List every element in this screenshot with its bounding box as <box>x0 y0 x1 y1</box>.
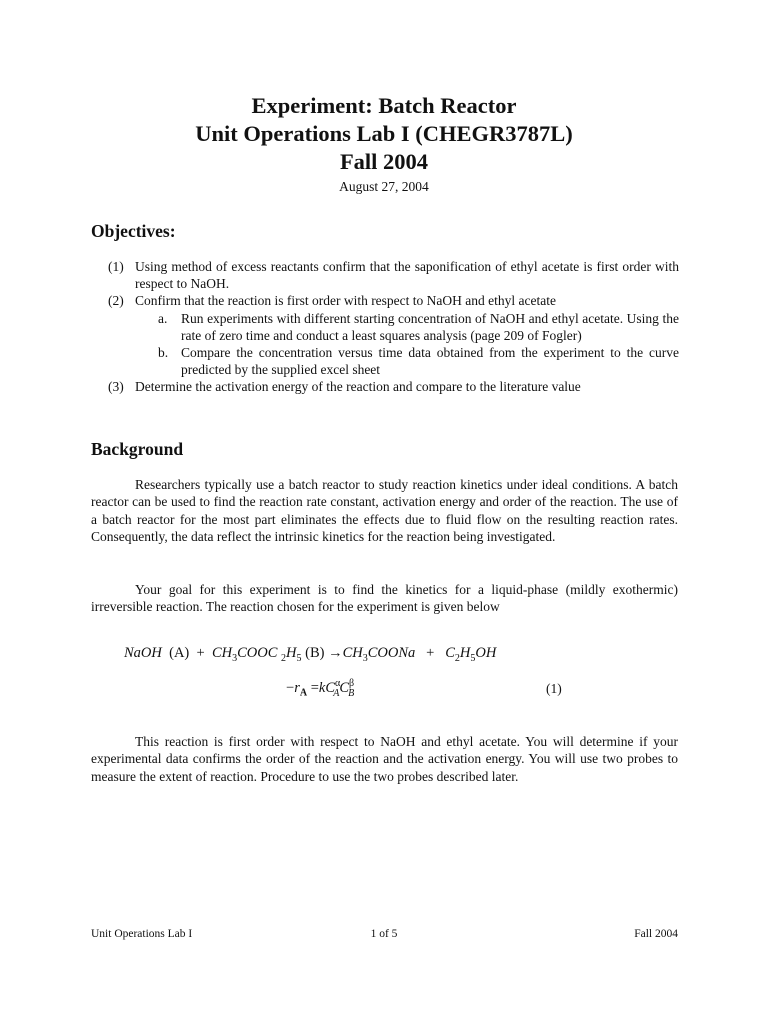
subitem-text: Run experiments with different starting concentration of NaOH and ethyl acetate. Using the rate of zero time and conduct a least squares analysis (page 209 of Fogler) <box>181 310 679 343</box>
title-block <box>0 92 768 195</box>
document-date: August 27, 2004 <box>339 179 429 194</box>
rate-law-equation: $-r_A =kC^\alpha_AC^\beta_B$ <box>286 678 355 699</box>
objective-text: Using method of excess reactants confirm that the saponification of ethyl acetate is first order with respect to NaOH. <box>135 259 679 292</box>
paragraph-text: Your goal for this experiment is to find the kinetics for a liquid-phase (mildly exothermic) irreversible reaction. The reaction chosen for the experiment is given below <box>91 582 678 615</box>
objective-number: (1) <box>108 259 124 274</box>
footer-course: Unit Operations Lab I <box>91 928 193 940</box>
background-paragraph <box>91 581 678 616</box>
objective-subitem <box>91 344 679 378</box>
objective-subitem <box>91 310 679 344</box>
course-title: Unit Operations Lab I (CHEGR3787L) <box>195 121 573 146</box>
paragraph-text: This reaction is first order with respect to NaOH and ethyl acetate. You will determine if your experimental data confirms the order of the reaction and the activation energy. You will use two probes to measure the extent of reaction. Procedure to use the two probes described later. <box>91 734 678 784</box>
background-paragraph <box>91 733 678 785</box>
document-title: Experiment: Batch Reactor <box>251 93 517 118</box>
footer-page-number: 1 of 5 <box>370 928 398 940</box>
subitem-letter: a. <box>158 310 168 326</box>
objective-item <box>91 378 679 395</box>
objectives-list <box>91 258 679 396</box>
objective-item <box>91 258 679 292</box>
objectives-heading: Objectives: <box>91 221 176 241</box>
footer-term: Fall 2004 <box>634 928 678 940</box>
equation-number: (1) <box>546 681 562 696</box>
term-title: Fall 2004 <box>339 149 429 174</box>
reaction-equation: NaOH $(A) + CH_3COOC$ $_2H_5$ $(B) \to CH_3COONa + C_2H_5OH$ <box>124 645 497 664</box>
subitem-text: Compare the concentration versus time data obtained from the experiment to the curve predicted by the supplied excel sheet <box>181 345 679 378</box>
paragraph-text: Researchers typically use a batch reactor to study reaction kinetics under ideal conditions. A batch reactor can be used to find the reaction rate constant, activation energy and order of the reaction. The use of a batch reactor for the most part eliminates the effects due to fluid flow on the resulting reaction rates. Consequently, the data reflect the intrinsic kinetics for the reaction being investigated. <box>91 477 678 544</box>
objective-number: (2) <box>108 293 124 309</box>
objective-text: Confirm that the reaction is first order with respect to NaOH and ethyl acetate <box>135 293 556 309</box>
objective-text: Determine the activation energy of the reaction and compare to the literature value <box>135 379 581 395</box>
objective-number: (3) <box>108 379 124 395</box>
subitem-letter: b. <box>158 345 169 361</box>
background-paragraph <box>91 476 678 545</box>
background-heading: Background <box>91 439 184 459</box>
objective-item <box>91 292 679 309</box>
